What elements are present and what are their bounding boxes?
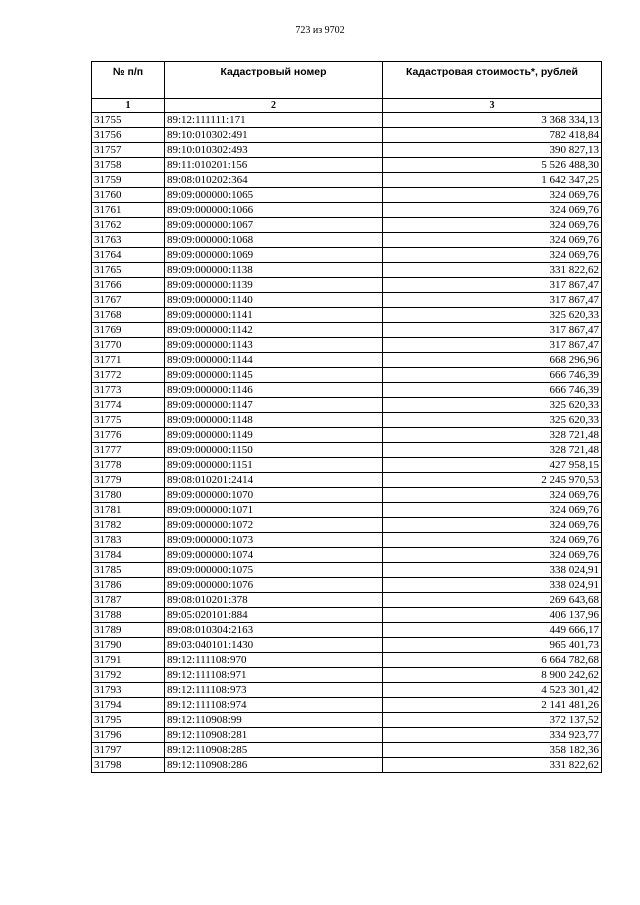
column-number-row	[92, 99, 602, 113]
table-row	[92, 443, 602, 458]
cadastral-value-cell: 372 137,52	[383, 713, 602, 728]
table-row	[92, 218, 602, 233]
table-row	[92, 428, 602, 443]
cadastral-value-cell: 317 867,47	[383, 323, 602, 338]
cadastral-number-cell: 89:09:000000:1068	[165, 233, 383, 248]
row-number-cell: 31789	[92, 623, 165, 638]
row-number-cell: 31768	[92, 308, 165, 323]
cadastral-number-cell: 89:09:000000:1075	[165, 563, 383, 578]
page-number-header: 723 из 9702	[295, 25, 345, 36]
table-header-row	[92, 62, 602, 99]
cadastral-value-cell: 324 069,76	[383, 188, 602, 203]
cadastral-value-cell: 328 721,48	[383, 443, 602, 458]
row-number-cell: 31792	[92, 668, 165, 683]
table-row	[92, 158, 602, 173]
row-number-cell: 31755	[92, 113, 165, 128]
cadastral-value-cell: 406 137,96	[383, 608, 602, 623]
row-number-cell: 31780	[92, 488, 165, 503]
cadastral-value-cell: 325 620,33	[383, 413, 602, 428]
row-number-cell: 31762	[92, 218, 165, 233]
cadastral-number-cell: 89:12:111108:971	[165, 668, 383, 683]
table-row	[92, 143, 602, 158]
cadastral-number-cell: 89:12:110908:286	[165, 758, 383, 773]
row-number-cell: 31782	[92, 518, 165, 533]
cadastral-value-cell: 965 401,73	[383, 638, 602, 653]
row-number-cell: 31784	[92, 548, 165, 563]
table-row	[92, 488, 602, 503]
cadastral-number-cell: 89:09:000000:1138	[165, 263, 383, 278]
cadastral-number-cell: 89:09:000000:1148	[165, 413, 383, 428]
cadastral-number-cell: 89:09:000000:1140	[165, 293, 383, 308]
header-row-number: № п/п	[92, 62, 165, 99]
cadastral-value-cell: 325 620,33	[383, 308, 602, 323]
row-number-cell: 31763	[92, 233, 165, 248]
table-row	[92, 458, 602, 473]
table-row	[92, 653, 602, 668]
row-number-cell: 31771	[92, 353, 165, 368]
table-row	[92, 593, 602, 608]
cadastral-number-cell: 89:10:010302:491	[165, 128, 383, 143]
row-number-cell: 31766	[92, 278, 165, 293]
table-row	[92, 173, 602, 188]
table-row	[92, 728, 602, 743]
cadastral-number-cell: 89:09:000000:1139	[165, 278, 383, 293]
cadastral-value-cell: 334 923,77	[383, 728, 602, 743]
cadastral-value-cell: 782 418,84	[383, 128, 602, 143]
table-row	[92, 263, 602, 278]
row-number-cell: 31759	[92, 173, 165, 188]
header-cadastral-value: Кадастровая стоимость*, рублей	[383, 62, 602, 99]
cadastral-value-cell: 2 245 970,53	[383, 473, 602, 488]
cadastral-number-cell: 89:12:110908:281	[165, 728, 383, 743]
row-number-cell: 31783	[92, 533, 165, 548]
cadastral-value-cell: 324 069,76	[383, 518, 602, 533]
cadastral-number-cell: 89:09:000000:1151	[165, 458, 383, 473]
cadastral-value-cell: 324 069,76	[383, 548, 602, 563]
table-row	[92, 203, 602, 218]
row-number-cell: 31788	[92, 608, 165, 623]
table-row	[92, 623, 602, 638]
row-number-cell: 31770	[92, 338, 165, 353]
table-row	[92, 353, 602, 368]
row-number-cell: 31773	[92, 383, 165, 398]
row-number-cell: 31794	[92, 698, 165, 713]
cadastral-value-cell: 324 069,76	[383, 218, 602, 233]
table-row	[92, 413, 602, 428]
row-number-cell: 31774	[92, 398, 165, 413]
column-number-2: 2	[165, 99, 383, 113]
row-number-cell: 31785	[92, 563, 165, 578]
cadastral-number-cell: 89:09:000000:1066	[165, 203, 383, 218]
table-row	[92, 563, 602, 578]
cadastral-number-cell: 89:09:000000:1067	[165, 218, 383, 233]
table-row	[92, 278, 602, 293]
cadastral-value-cell: 324 069,76	[383, 533, 602, 548]
cadastral-value-cell: 8 900 242,62	[383, 668, 602, 683]
row-number-cell: 31777	[92, 443, 165, 458]
row-number-cell: 31786	[92, 578, 165, 593]
row-number-cell: 31765	[92, 263, 165, 278]
table-row	[92, 113, 602, 128]
cadastral-number-cell: 89:09:000000:1146	[165, 383, 383, 398]
cadastral-value-cell: 5 526 488,30	[383, 158, 602, 173]
table-row	[92, 548, 602, 563]
cadastral-number-cell: 89:10:010302:493	[165, 143, 383, 158]
cadastral-number-cell: 89:08:010202:364	[165, 173, 383, 188]
row-number-cell: 31758	[92, 158, 165, 173]
row-number-cell: 31775	[92, 413, 165, 428]
cadastral-value-cell: 4 523 301,42	[383, 683, 602, 698]
table-row	[92, 338, 602, 353]
cadastral-number-cell: 89:12:111108:973	[165, 683, 383, 698]
column-number-3: 3	[383, 99, 602, 113]
table-row	[92, 308, 602, 323]
column-number-1: 1	[92, 99, 165, 113]
cadastral-number-cell: 89:09:000000:1141	[165, 308, 383, 323]
cadastral-value-cell: 338 024,91	[383, 578, 602, 593]
cadastral-number-cell: 89:11:010201:156	[165, 158, 383, 173]
cadastral-value-cell: 324 069,76	[383, 488, 602, 503]
row-number-cell: 31778	[92, 458, 165, 473]
cadastral-value-cell: 666 746,39	[383, 383, 602, 398]
cadastral-number-cell: 89:08:010304:2163	[165, 623, 383, 638]
cadastral-number-cell: 89:09:000000:1073	[165, 533, 383, 548]
cadastral-number-cell: 89:09:000000:1150	[165, 443, 383, 458]
cadastral-number-cell: 89:03:040101:1430	[165, 638, 383, 653]
cadastral-number-cell: 89:09:000000:1074	[165, 548, 383, 563]
table-row	[92, 473, 602, 488]
cadastral-value-cell: 324 069,76	[383, 248, 602, 263]
cadastral-value-cell: 668 296,96	[383, 353, 602, 368]
row-number-cell: 31791	[92, 653, 165, 668]
row-number-cell: 31760	[92, 188, 165, 203]
cadastral-value-cell: 317 867,47	[383, 278, 602, 293]
row-number-cell: 31793	[92, 683, 165, 698]
cadastral-value-table	[91, 61, 602, 773]
header-cadastral-number: Кадастровый номер	[165, 62, 383, 99]
row-number-cell: 31767	[92, 293, 165, 308]
table-row	[92, 698, 602, 713]
row-number-cell: 31761	[92, 203, 165, 218]
table-row	[92, 188, 602, 203]
table-row	[92, 248, 602, 263]
row-number-cell: 31798	[92, 758, 165, 773]
cadastral-value-cell: 317 867,47	[383, 338, 602, 353]
table-row	[92, 638, 602, 653]
cadastral-value-cell: 449 666,17	[383, 623, 602, 638]
table-row	[92, 683, 602, 698]
table-row	[92, 713, 602, 728]
cadastral-value-cell: 331 822,62	[383, 758, 602, 773]
cadastral-value-cell: 2 141 481,26	[383, 698, 602, 713]
cadastral-number-cell: 89:09:000000:1069	[165, 248, 383, 263]
row-number-cell: 31796	[92, 728, 165, 743]
table-row	[92, 398, 602, 413]
cadastral-value-cell: 1 642 347,25	[383, 173, 602, 188]
cadastral-value-cell: 325 620,33	[383, 398, 602, 413]
table-row	[92, 758, 602, 773]
cadastral-value-cell: 427 958,15	[383, 458, 602, 473]
table-row	[92, 578, 602, 593]
row-number-cell: 31779	[92, 473, 165, 488]
cadastral-value-cell: 338 024,91	[383, 563, 602, 578]
table-row	[92, 743, 602, 758]
cadastral-number-cell: 89:05:020101:884	[165, 608, 383, 623]
table-row	[92, 668, 602, 683]
cadastral-value-cell: 6 664 782,68	[383, 653, 602, 668]
cadastral-number-cell: 89:12:110908:99	[165, 713, 383, 728]
cadastral-number-cell: 89:09:000000:1142	[165, 323, 383, 338]
row-number-cell: 31769	[92, 323, 165, 338]
cadastral-value-cell: 358 182,36	[383, 743, 602, 758]
table-row	[92, 518, 602, 533]
row-number-cell: 31790	[92, 638, 165, 653]
table-body	[92, 113, 602, 773]
table-row	[92, 368, 602, 383]
table-row	[92, 233, 602, 248]
cadastral-value-cell: 269 643,68	[383, 593, 602, 608]
cadastral-value-cell: 324 069,76	[383, 203, 602, 218]
table-row	[92, 608, 602, 623]
cadastral-number-cell: 89:09:000000:1143	[165, 338, 383, 353]
cadastral-value-cell: 331 822,62	[383, 263, 602, 278]
row-number-cell: 31757	[92, 143, 165, 158]
cadastral-value-cell: 324 069,76	[383, 233, 602, 248]
cadastral-number-cell: 89:12:111108:974	[165, 698, 383, 713]
cadastral-value-cell: 328 721,48	[383, 428, 602, 443]
cadastral-value-cell: 3 368 334,13	[383, 113, 602, 128]
table-row	[92, 293, 602, 308]
row-number-cell: 31797	[92, 743, 165, 758]
table-row	[92, 323, 602, 338]
cadastral-value-cell: 317 867,47	[383, 293, 602, 308]
row-number-cell: 31795	[92, 713, 165, 728]
cadastral-number-cell: 89:12:110908:285	[165, 743, 383, 758]
cadastral-number-cell: 89:09:000000:1147	[165, 398, 383, 413]
row-number-cell: 31787	[92, 593, 165, 608]
cadastral-number-cell: 89:08:010201:2414	[165, 473, 383, 488]
cadastral-number-cell: 89:09:000000:1072	[165, 518, 383, 533]
cadastral-number-cell: 89:09:000000:1070	[165, 488, 383, 503]
table-row	[92, 533, 602, 548]
cadastral-value-cell: 390 827,13	[383, 143, 602, 158]
cadastral-number-cell: 89:09:000000:1076	[165, 578, 383, 593]
cadastral-value-cell: 324 069,76	[383, 503, 602, 518]
cadastral-number-cell: 89:09:000000:1065	[165, 188, 383, 203]
cadastral-number-cell: 89:09:000000:1145	[165, 368, 383, 383]
cadastral-number-cell: 89:09:000000:1149	[165, 428, 383, 443]
row-number-cell: 31764	[92, 248, 165, 263]
row-number-cell: 31776	[92, 428, 165, 443]
row-number-cell: 31781	[92, 503, 165, 518]
row-number-cell: 31772	[92, 368, 165, 383]
cadastral-number-cell: 89:08:010201:378	[165, 593, 383, 608]
cadastral-number-cell: 89:12:111108:970	[165, 653, 383, 668]
row-number-cell: 31756	[92, 128, 165, 143]
cadastral-value-cell: 666 746,39	[383, 368, 602, 383]
cadastral-number-cell: 89:09:000000:1071	[165, 503, 383, 518]
table-row	[92, 383, 602, 398]
table-row	[92, 128, 602, 143]
cadastral-number-cell: 89:09:000000:1144	[165, 353, 383, 368]
cadastral-number-cell: 89:12:111111:171	[165, 113, 383, 128]
table-row	[92, 503, 602, 518]
